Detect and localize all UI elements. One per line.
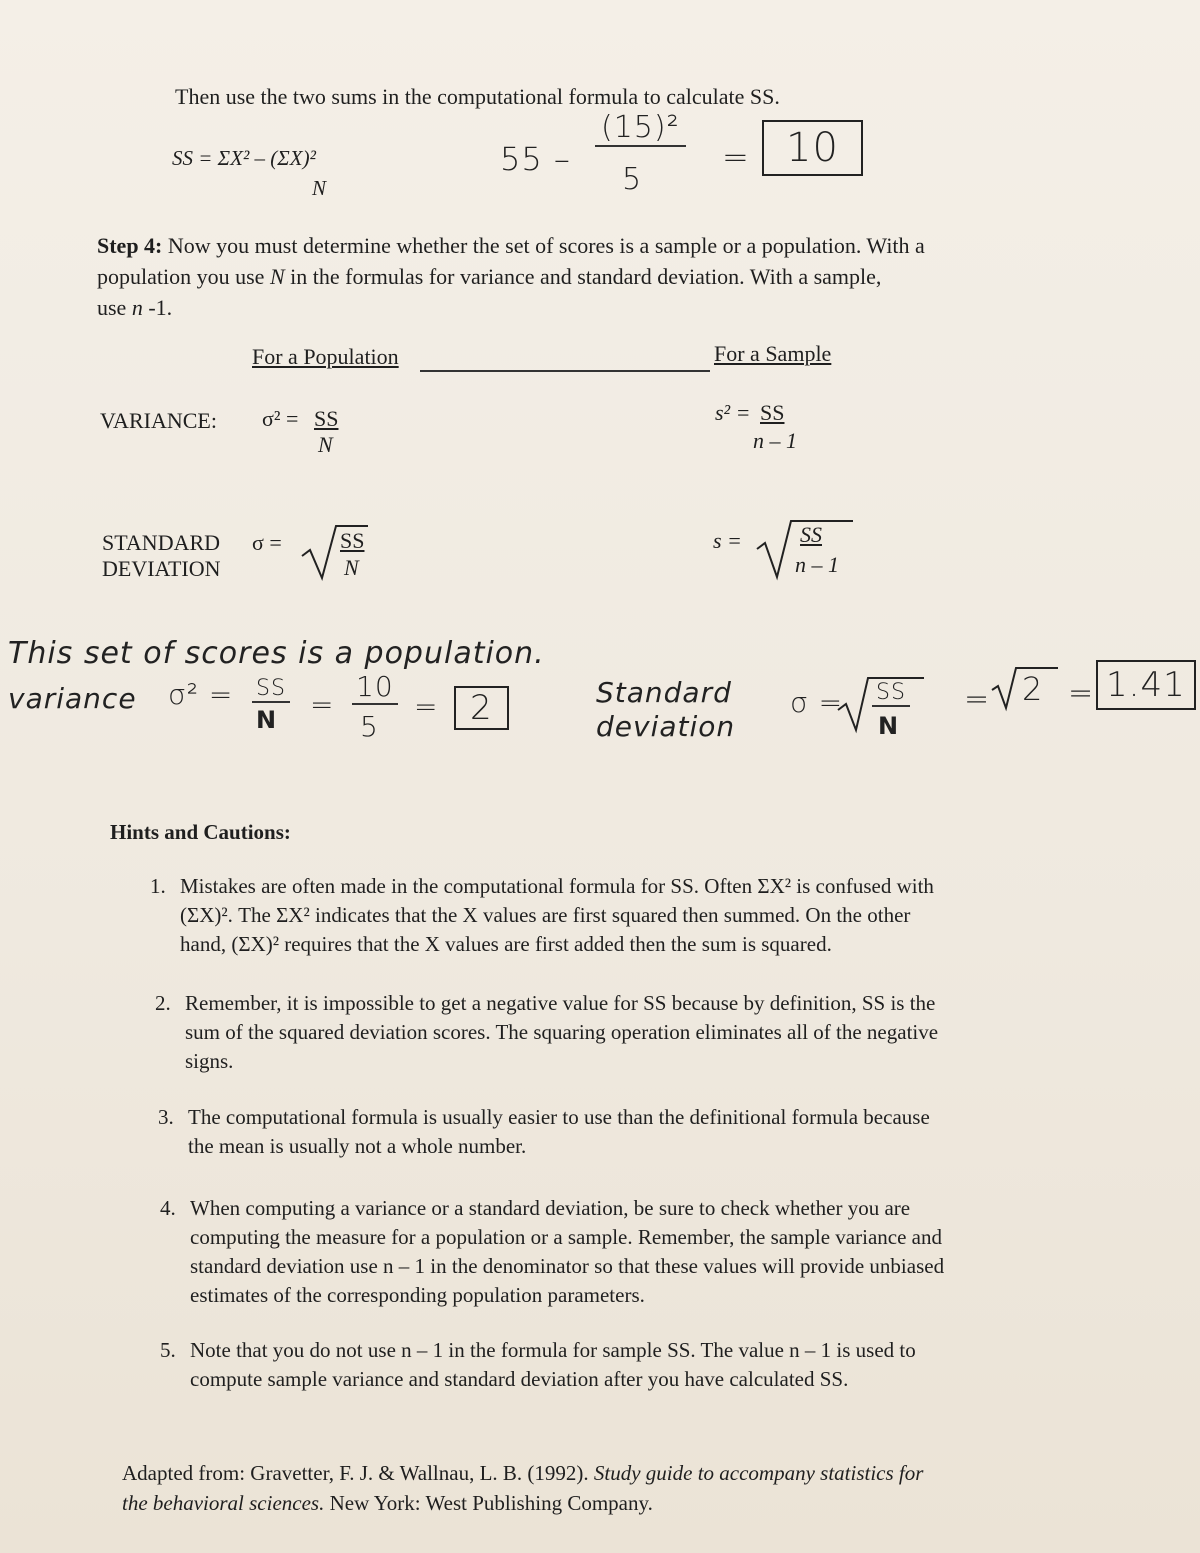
hand-conclusion: This set of scores is a population.: [8, 636, 545, 671]
pop-variance-den: N: [318, 432, 333, 457]
hint-text: [188, 1103, 930, 1161]
hints-title: Hints and Cautions:: [110, 820, 291, 844]
sample-variance-num: SS: [760, 400, 785, 425]
hint-line: computing the measure for a population or a sample. Remember, the sample variance and: [190, 1225, 942, 1249]
step4-line3-n: n: [131, 295, 143, 320]
hint-number: 3.: [158, 1105, 174, 1129]
population-header: For a Population: [252, 344, 399, 369]
hint-item: [158, 1103, 930, 1161]
citation-prefix: Adapted from: Gravetter, F. J. & Wallnau, L. B. (1992).: [122, 1461, 589, 1485]
step4-line2-pre: population you use: [97, 264, 265, 289]
hand-calc-numerator: (15)²: [595, 110, 686, 147]
step4-paragraph: [97, 230, 925, 323]
sample-sd-num: SS: [800, 522, 822, 547]
hand-sd-label-1: Standard: [596, 676, 732, 709]
hint-line: Mistakes are often made in the computational formula for SS. Often ΣX² is confused with: [180, 874, 934, 898]
hint-line: signs.: [185, 1049, 234, 1073]
hand-sd-eq: =: [964, 682, 991, 717]
hint-line: standard deviation use n – 1 in the denominator so that these values will provide unbiased: [190, 1254, 945, 1278]
hand-sd-lhs: σ =: [790, 686, 844, 719]
citation-title-1: Study guide to accompany statistics for: [593, 1461, 924, 1485]
sample-header: For a Sample: [714, 341, 832, 366]
pop-sd-num: SS: [340, 528, 365, 553]
hand-variance-ss: SS: [252, 676, 290, 703]
hand-sd-root: 2: [1022, 670, 1044, 708]
sample-sd-den: n – 1: [795, 552, 839, 577]
hint-number: 2.: [155, 991, 171, 1015]
hand-sd-n: N: [878, 712, 900, 740]
hint-item: [160, 1194, 944, 1310]
ss-formula-denominator: N: [312, 176, 327, 200]
sd-label-1: STANDARD: [102, 530, 221, 555]
citation: [122, 1458, 923, 1518]
hand-sd-eq2: =: [1068, 676, 1095, 711]
hand-variance-result: 2: [454, 686, 509, 730]
hint-number: 4.: [160, 1196, 176, 1220]
step4-label: Step 4:: [97, 233, 163, 258]
sd-label-2: DEVIATION: [102, 556, 221, 581]
hint-line: Remember, it is impossible to get a negative value for SS because by definition, SS is the: [185, 991, 936, 1015]
hint-line: sum of the squared deviation scores. The squaring operation eliminates all of the negative: [185, 1020, 939, 1044]
hint-line: the mean is usually not a whole number.: [188, 1134, 527, 1158]
hint-item: [155, 989, 938, 1076]
hand-variance-label: variance: [8, 682, 137, 715]
sample-variance-lhs: s² =: [715, 400, 751, 425]
hand-calc-equals: =: [722, 138, 750, 176]
hand-sd-label-2: deviation: [596, 710, 736, 743]
hint-line: Note that you do not use n – 1 in the formula for sample SS. The value n – 1 is used to: [190, 1338, 916, 1362]
hand-variance-num: 10: [352, 670, 398, 705]
hand-variance-lhs: σ² =: [168, 678, 234, 711]
hand-calc-result: 10: [762, 120, 863, 176]
hint-text: [190, 1194, 944, 1310]
hint-line: (ΣX)². The ΣX² indicates that the X values are first squared then summed. On the other: [180, 903, 911, 927]
hint-line: hand, (ΣX)² requires that the X values are first added then the sum is squared.: [180, 932, 832, 956]
hint-item: [150, 872, 934, 959]
step4-line3-pre: use: [97, 295, 127, 320]
hand-calc-minuend: 55 –: [500, 140, 571, 178]
hand-variance-den: 5: [360, 710, 379, 743]
step4-line1: Now you must determine whether the set of scores is a sample or a population. With a: [167, 233, 925, 258]
step4-line3-post: -1.: [148, 295, 173, 320]
step4-line2-post: in the formulas for variance and standard deviation. With a sample,: [290, 264, 882, 289]
header-rule: [420, 370, 710, 372]
hint-line: The computational formula is usually easier to use than the definitional formula because: [188, 1105, 930, 1129]
hint-line: compute sample variance and standard deviation after you have calculated SS.: [190, 1367, 849, 1391]
hint-line: When computing a variance or a standard deviation, be sure to check whether you are: [190, 1196, 911, 1220]
hand-variance-n: N: [256, 706, 278, 734]
intro-text: Then use the two sums in the computational formula to calculate SS.: [175, 84, 780, 109]
hint-number: 1.: [150, 874, 166, 898]
hint-text: [180, 872, 934, 959]
pop-sd-den: N: [344, 555, 359, 580]
hint-line: estimates of the corresponding population parameters.: [190, 1283, 645, 1307]
citation-suffix: New York: West Publishing Company.: [329, 1491, 653, 1515]
hand-sd-result: 1.41: [1096, 660, 1196, 710]
ss-formula-lhs: SS = ΣX² – (ΣX)²: [172, 146, 316, 170]
hand-variance-eq2: =: [414, 690, 439, 723]
hand-sd-ss: SS: [872, 680, 910, 707]
variance-label: VARIANCE:: [100, 408, 217, 433]
sample-variance-den: n – 1: [753, 428, 797, 453]
hint-text: [185, 989, 938, 1076]
hint-item: [160, 1336, 916, 1394]
hint-text: [190, 1336, 916, 1394]
pop-variance-lhs: σ² =: [262, 406, 299, 431]
sample-sd-lhs: s =: [713, 528, 742, 553]
pop-variance-num: SS: [314, 406, 339, 431]
hand-variance-eq: =: [310, 688, 335, 721]
hand-calc-denominator: 5: [622, 162, 643, 197]
pop-sd-lhs: σ =: [252, 530, 282, 555]
citation-title-2: the behavioral sciences.: [122, 1491, 325, 1515]
step4-line2-n: N: [269, 264, 285, 289]
hint-number: 5.: [160, 1338, 176, 1362]
